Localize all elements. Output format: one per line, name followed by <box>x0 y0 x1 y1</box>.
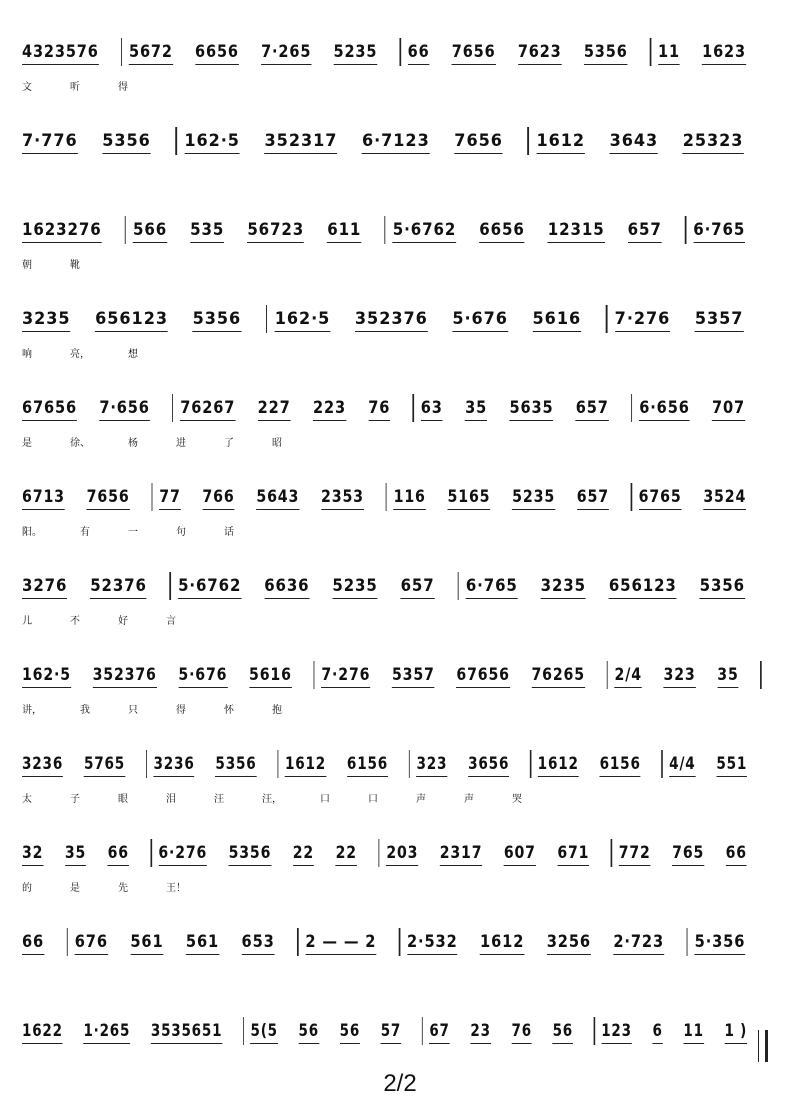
note-group: 6·7123 <box>362 131 430 154</box>
note-group: 7656 <box>454 131 503 154</box>
lyric-syllable: 文 <box>22 82 32 93</box>
barline <box>313 661 314 689</box>
lyric-syllable: 讲， <box>22 705 42 716</box>
note-group: 1623 <box>702 42 746 65</box>
score-system <box>22 572 768 642</box>
note-group: 7·276 <box>321 665 370 688</box>
note-group: 1·265 <box>83 1021 130 1044</box>
note-group: 6·276 <box>158 843 207 866</box>
note-group: 67656 <box>456 665 509 688</box>
note-group: 551 <box>716 754 747 777</box>
note-group: 323 <box>664 665 696 688</box>
note-group: 7·656 <box>99 398 149 421</box>
lyric-syllable: 杨 <box>128 438 138 449</box>
note-group: 352376 <box>93 665 157 688</box>
note-group: 1 ) <box>724 1021 747 1044</box>
lyric-syllable: 的 <box>22 883 32 894</box>
note-group: 323 <box>416 754 447 777</box>
note-group: 657 <box>577 487 609 510</box>
lyric-syllable: 听 <box>70 82 80 93</box>
score-system <box>22 216 768 286</box>
note-group: 52376 <box>90 576 147 599</box>
note-line <box>22 1017 748 1047</box>
note-group: 223 <box>313 398 346 421</box>
note-group: 203 <box>386 843 418 866</box>
note-group: 11 <box>658 42 680 65</box>
note-group: 2353 <box>321 487 364 510</box>
note-group: 12315 <box>548 220 605 243</box>
lyric-syllable: 汪 <box>214 794 224 805</box>
note-group: 6636 <box>264 576 309 599</box>
barline <box>594 1017 595 1045</box>
note-group: 162·5 <box>22 665 71 688</box>
barline <box>607 661 608 689</box>
barline <box>413 394 414 422</box>
barline <box>384 216 385 244</box>
note-group: 607 <box>504 843 536 866</box>
note-group: 5·356 <box>695 932 746 955</box>
note-group: 653 <box>242 932 275 955</box>
lyric-syllable: 汪， <box>262 794 282 805</box>
note-group: 766 <box>202 487 234 510</box>
note-group: 6713 <box>22 487 65 510</box>
lyric-syllable: 句 <box>176 527 186 538</box>
barline <box>650 38 651 66</box>
note-group: 352317 <box>265 131 338 154</box>
note-group: 5235 <box>333 42 377 65</box>
note-group: 765 <box>672 843 704 866</box>
note-group: 3256 <box>547 932 591 955</box>
lyric-syllable: 言 <box>166 616 176 627</box>
barline <box>399 928 400 956</box>
note-group: 566 <box>133 220 167 243</box>
note-group: 5(5 <box>251 1021 278 1044</box>
note-group: 3524 <box>703 487 746 510</box>
note-group: 3656 <box>468 754 509 777</box>
lyric-syllable: 声 <box>416 794 426 805</box>
lyric-syllable: 话 <box>224 527 234 538</box>
lyric-syllable: 一 <box>128 527 138 538</box>
lyric-syllable: 进 <box>176 438 186 449</box>
barline <box>409 750 410 778</box>
note-group: 3236 <box>153 754 194 777</box>
barline <box>530 750 531 778</box>
lyric-syllable: 王！ <box>166 883 186 894</box>
note-group: 5·676 <box>178 665 227 688</box>
note-group: 1612 <box>536 131 585 154</box>
note-group: 76 <box>511 1021 531 1044</box>
barline <box>760 661 761 689</box>
score-system <box>22 127 768 197</box>
note-group: 162·5 <box>184 131 240 154</box>
barline <box>297 928 298 956</box>
note-group: 67 <box>429 1021 449 1044</box>
lyric-syllable: 徐、 <box>70 438 90 449</box>
note-group: 671 <box>557 843 589 866</box>
note-group: 6156 <box>600 754 641 777</box>
note-group: 35 <box>465 398 487 421</box>
barline <box>386 483 387 511</box>
lyric-line <box>22 612 768 628</box>
note-group: 6656 <box>195 42 239 65</box>
barline <box>175 127 176 155</box>
note-group: 772 <box>619 843 651 866</box>
barline <box>266 305 267 333</box>
lyric-syllable: 儿 <box>22 616 32 627</box>
barline <box>686 928 687 956</box>
score-system <box>22 483 768 553</box>
note-line <box>22 928 746 958</box>
note-group: 2/4 <box>615 665 642 688</box>
lyric-syllable: 昭 <box>272 438 282 449</box>
note-group: 11 <box>683 1021 703 1044</box>
note-group: 535 <box>190 220 224 243</box>
lyric-syllable: 好 <box>118 616 128 627</box>
note-line <box>22 839 747 869</box>
note-group: 6·765 <box>693 220 745 243</box>
barline <box>172 394 173 422</box>
note-group: 5·6762 <box>178 576 241 599</box>
barline <box>67 928 68 956</box>
lyric-syllable: 眼 <box>118 794 128 805</box>
lyric-line <box>22 879 768 895</box>
note-group: 7·276 <box>615 309 671 332</box>
barline <box>611 839 612 867</box>
barline <box>527 127 528 155</box>
note-group: 56 <box>340 1021 360 1044</box>
note-group: 352376 <box>355 309 428 332</box>
note-group: 5616 <box>533 309 582 332</box>
note-group: 7·776 <box>22 131 78 154</box>
note-group: 227 <box>258 398 291 421</box>
note-group: 35 <box>717 665 738 688</box>
note-line <box>22 483 747 513</box>
note-group: 35 <box>65 843 86 866</box>
note-group: 23 <box>470 1021 490 1044</box>
note-group: 5·6762 <box>393 220 456 243</box>
note-group: 611 <box>327 220 361 243</box>
lyric-syllable: 只 <box>128 705 138 716</box>
note-group: 5356 <box>229 843 272 866</box>
barline <box>170 572 171 600</box>
lyric-syllable: 口 <box>320 794 330 805</box>
score-system <box>22 750 768 820</box>
note-group: 5165 <box>448 487 491 510</box>
note-group: 4/4 <box>669 754 695 777</box>
note-group: 3535651 <box>151 1021 222 1044</box>
note-line <box>22 38 746 68</box>
barline <box>631 394 632 422</box>
lyric-syllable: 抱 <box>272 705 282 716</box>
note-group: 3643 <box>610 131 659 154</box>
note-group: 656123 <box>95 309 168 332</box>
note-group: 5672 <box>129 42 173 65</box>
note-group: 657 <box>401 576 435 599</box>
note-group: 67656 <box>22 398 77 421</box>
barline <box>606 305 607 333</box>
note-group: 5635 <box>509 398 553 421</box>
note-group: 4323576 <box>22 42 99 65</box>
note-line <box>22 750 748 780</box>
barline <box>125 216 126 244</box>
barline <box>378 839 379 867</box>
lyric-syllable: 口 <box>368 794 378 805</box>
barline <box>243 1017 244 1045</box>
note-group: 5356 <box>102 131 151 154</box>
lyric-syllable: 响 <box>22 349 32 360</box>
note-group: 5616 <box>249 665 292 688</box>
lyric-syllable: 不 <box>70 616 80 627</box>
note-group: 162·5 <box>275 309 331 332</box>
final-barline <box>758 1030 768 1062</box>
lyric-syllable: 太 <box>22 794 32 805</box>
lyric-line <box>22 256 768 272</box>
note-group: 561 <box>130 932 163 955</box>
note-group: 707 <box>712 398 745 421</box>
note-group: 6 <box>652 1021 662 1044</box>
lyric-syllable: 得 <box>118 82 128 93</box>
barline <box>121 38 122 66</box>
note-line <box>22 305 744 335</box>
barline <box>151 483 152 511</box>
note-group: 2 — — 2 <box>305 932 376 955</box>
note-group: 676 <box>75 932 108 955</box>
note-group: 5356 <box>700 576 745 599</box>
score-system <box>22 305 768 375</box>
note-group: 5357 <box>695 309 744 332</box>
note-group: 5·676 <box>452 309 508 332</box>
barline <box>422 1017 423 1045</box>
barline <box>685 216 686 244</box>
lyric-syllable: 亮， <box>70 349 90 360</box>
lyric-syllable: 有 <box>80 527 90 538</box>
score-system <box>22 661 768 731</box>
lyric-syllable: 怀 <box>224 705 234 716</box>
lyric-syllable: 先 <box>118 883 128 894</box>
lyric-line <box>22 434 768 450</box>
lyric-syllable: 是 <box>22 438 32 449</box>
note-group: 7623 <box>518 42 562 65</box>
note-group: 76265 <box>531 665 584 688</box>
note-group: 5235 <box>332 576 377 599</box>
note-group: 7656 <box>87 487 130 510</box>
barline <box>631 483 632 511</box>
note-group: 5357 <box>392 665 435 688</box>
lyric-syllable: 声 <box>464 794 474 805</box>
note-group: 657 <box>628 220 662 243</box>
lyric-syllable: 阳。 <box>22 527 42 538</box>
lyric-syllable: 是 <box>70 883 80 894</box>
note-group: 66 <box>108 843 129 866</box>
note-group: 2317 <box>440 843 483 866</box>
note-group: 77 <box>159 487 180 510</box>
note-line <box>22 572 745 602</box>
lyric-line <box>22 790 768 806</box>
lyric-syllable: 子 <box>70 794 80 805</box>
note-group: 56 <box>553 1021 573 1044</box>
note-group: 1623276 <box>22 220 102 243</box>
score-system <box>22 38 768 108</box>
note-group: 3276 <box>22 576 67 599</box>
note-group: 3235 <box>22 309 71 332</box>
note-group: 57 <box>381 1021 401 1044</box>
score-system <box>22 394 768 464</box>
note-group: 2·723 <box>613 932 664 955</box>
note-group: 66 <box>726 843 747 866</box>
note-group: 5235 <box>512 487 555 510</box>
note-group: 6156 <box>347 754 388 777</box>
score-system <box>22 839 768 909</box>
note-group: 561 <box>186 932 219 955</box>
note-group: 66 <box>22 932 44 955</box>
note-group: 5356 <box>584 42 628 65</box>
lyric-syllable: 泪 <box>166 794 176 805</box>
lyric-line <box>22 345 768 361</box>
note-group: 5643 <box>256 487 299 510</box>
barline <box>151 839 152 867</box>
note-group: 657 <box>576 398 609 421</box>
lyric-line <box>22 167 768 183</box>
lyric-syllable: 靴 <box>70 260 80 271</box>
note-line <box>22 661 739 691</box>
barline <box>146 750 147 778</box>
note-group: 3236 <box>22 754 63 777</box>
note-group: 76267 <box>180 398 235 421</box>
note-group: 56 <box>299 1021 319 1044</box>
lyric-syllable: 想 <box>128 349 138 360</box>
barline <box>400 38 401 66</box>
note-group: 1622 <box>22 1021 63 1044</box>
lyric-syllable: 朝 <box>22 260 32 271</box>
note-group: 116 <box>394 487 426 510</box>
lyric-line <box>22 968 768 984</box>
score-system <box>22 928 768 998</box>
note-group: 22 <box>293 843 314 866</box>
barline <box>457 572 458 600</box>
barline <box>277 750 278 778</box>
note-group: 6765 <box>639 487 682 510</box>
note-group: 76 <box>368 398 390 421</box>
note-group: 66 <box>408 42 430 65</box>
barline <box>662 750 663 778</box>
lyric-syllable: 我 <box>80 705 90 716</box>
note-group: 6·765 <box>466 576 518 599</box>
note-group: 7656 <box>452 42 496 65</box>
note-group: 32 <box>22 843 43 866</box>
note-line <box>22 127 744 157</box>
note-group: 123 <box>601 1021 632 1044</box>
note-group: 2·532 <box>407 932 458 955</box>
lyric-line <box>22 701 768 717</box>
note-group: 1612 <box>480 932 524 955</box>
note-group: 656123 <box>609 576 677 599</box>
lyric-syllable: 了 <box>224 438 234 449</box>
lyric-syllable: 得 <box>176 705 186 716</box>
note-line <box>22 394 746 424</box>
note-group: 7·265 <box>261 42 311 65</box>
lyric-line <box>22 78 768 94</box>
lyric-line <box>22 523 768 539</box>
note-group: 6·656 <box>639 398 689 421</box>
note-group: 25323 <box>683 131 744 154</box>
note-group: 1612 <box>285 754 326 777</box>
page-number: 2/2 <box>383 1070 417 1097</box>
note-group: 22 <box>336 843 357 866</box>
note-group: 5765 <box>84 754 125 777</box>
note-group: 5356 <box>215 754 256 777</box>
note-group: 5356 <box>193 309 242 332</box>
note-group: 3235 <box>541 576 586 599</box>
note-group: 1612 <box>538 754 579 777</box>
note-group: 63 <box>421 398 443 421</box>
lyric-syllable: 哭 <box>512 794 522 805</box>
note-line <box>22 216 746 246</box>
note-group: 6656 <box>479 220 524 243</box>
note-group: 56723 <box>247 220 304 243</box>
